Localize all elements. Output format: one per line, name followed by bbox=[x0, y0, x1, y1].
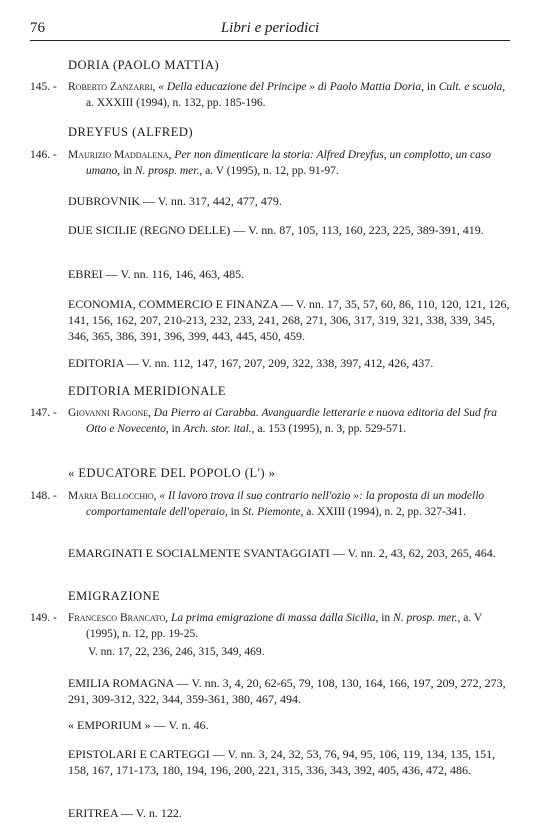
entry-journal: Arch. stor. ital., bbox=[183, 422, 255, 435]
entry-body bbox=[68, 611, 510, 642]
entry-details: a. V (1995), n. 12, pp. 91-97. bbox=[205, 164, 339, 177]
entry-details: a. 153 (1995), n. 3, pp. 529-571. bbox=[257, 422, 407, 435]
bibliography-entry-149 bbox=[30, 611, 510, 642]
entry-journal: St. Piemonte, bbox=[242, 505, 304, 518]
subject-heading-editoria-meridionale: EDITORIA MERIDIONALE bbox=[68, 384, 227, 398]
page-number: 76 bbox=[30, 20, 45, 36]
entry-title: La prima emigrazione di massa dalla Sicilia, bbox=[171, 612, 379, 624]
cross-reference-emarginati: EMARGINATI E SOCIALMENTE SVANTAGGIATI — V. nn. 2, 43, 62, 203, 265, 464. bbox=[68, 546, 496, 560]
cross-reference-economia: ECONOMIA, COMMERCIO E FINANZA — V. nn. 17, 35, 57, 60, 86, 110, 120, 121, 126, 141, 156, 162, 207, 210-213, 232, 233, 241, 268, 271, 306, 317, 319, 321, 338, 339, 345, 346, 365, 386, 391, 396, 399, 443, 445, 450, 459. bbox=[68, 297, 510, 343]
entry-author: Roberto Zanzarri, bbox=[68, 81, 156, 93]
cross-reference-dubrovnik: DUBROVNIK — V. nn. 317, 442, 477, 479. bbox=[68, 194, 282, 208]
cross-reference-eritrea: ERITREA — V. n. 122. bbox=[68, 806, 182, 820]
cross-reference-editoria: EDITORIA — V. nn. 112, 147, 167, 207, 209, 322, 338, 397, 412, 426, 437. bbox=[68, 356, 434, 370]
entry-title: Da Pierro ai Carabba. Avanguardie letterarie e nuova editoria del Sud fra Otto e Novecento, bbox=[86, 407, 498, 435]
entry-body bbox=[68, 489, 510, 520]
entry-number: 146. - bbox=[30, 149, 57, 161]
running-title: Libri e periodici bbox=[220, 20, 320, 36]
entry-in: in bbox=[171, 422, 181, 435]
entry-title: Per non dimenticare la storia: Alfred Dreyfus, un complotto, un caso umano, bbox=[86, 149, 492, 177]
subject-heading-doria: DORIA (PAOLO MATTIA) bbox=[68, 58, 220, 72]
subject-heading-dreyfus: DREYFUS (ALFRED) bbox=[68, 125, 194, 139]
entry-journal: N. prosp. mer., bbox=[393, 612, 461, 624]
page-header bbox=[30, 20, 510, 41]
entry-body bbox=[68, 148, 510, 179]
entry-body bbox=[68, 406, 510, 437]
entry-number: 149. - bbox=[30, 612, 57, 624]
entry-author: Giovanni Ragone, bbox=[68, 407, 151, 419]
entry-details: a. XXXIII (1994), n. 132, pp. 185-196. bbox=[86, 96, 266, 109]
subject-heading-emigrazione: EMIGRAZIONE bbox=[68, 589, 161, 603]
entry-journal: Cult. e scuola, bbox=[438, 81, 506, 93]
entry-details: a. V (1995), n. 12, pp. 19-25. bbox=[86, 612, 482, 640]
entry-in: in bbox=[381, 612, 391, 624]
entry-title: « Della educazione del Principe » di Paolo Mattia Doria, bbox=[158, 81, 424, 93]
entry-number: 147. - bbox=[30, 407, 57, 419]
cross-reference-ebrei: EBREI — V. nn. 116, 146, 463, 485. bbox=[68, 267, 245, 281]
entry-body bbox=[68, 80, 510, 111]
cross-reference-epistolari: EPISTOLARI E CARTEGGI — V. nn. 3, 24, 32, 53, 76, 94, 95, 106, 119, 134, 135, 151, 158, 167, 171-173, 180, 194, 196, 200, 221, 315, 336, 343, 392, 405, 436, 472, 486. bbox=[68, 747, 496, 777]
cross-reference-due-sicilie: DUE SICILIE (REGNO DELLE) — V. nn. 87, 105, 113, 160, 223, 225, 389-391, 419. bbox=[68, 223, 484, 237]
entry-number: 148. - bbox=[30, 490, 57, 502]
cross-reference-emporium: « EMPORIUM » — V. n. 46. bbox=[68, 718, 209, 732]
entry-in: in bbox=[426, 81, 436, 93]
entry-number: 145. - bbox=[30, 81, 57, 93]
entry-author: Maurizio Maddalena, bbox=[68, 149, 172, 161]
entry-details: a. XXIII (1994), n. 2, pp. 327-341. bbox=[306, 505, 466, 518]
bibliography-entry-147 bbox=[30, 406, 510, 437]
bibliography-entry-148 bbox=[30, 489, 510, 520]
entry-author: Francesco Brancato, bbox=[68, 612, 169, 624]
entry-author: Maria Bellocchio, bbox=[68, 490, 157, 502]
bibliography-entry-146 bbox=[30, 148, 510, 179]
bibliography-entry-145 bbox=[30, 80, 510, 111]
entry-in: in bbox=[123, 164, 133, 177]
subject-heading-educatore: « EDUCATORE DEL POPOLO (L') » bbox=[68, 466, 276, 480]
entry-149-see-also: V. nn. 17, 22, 236, 246, 315, 349, 469. bbox=[88, 646, 265, 658]
entry-title: « Il lavoro trova il suo contrario nell'ozio »: la proposta di un modello comportamentale dell'operaio, bbox=[86, 490, 485, 518]
entry-in: in bbox=[230, 505, 240, 518]
entry-journal: N. prosp. mer., bbox=[134, 164, 203, 177]
cross-reference-emilia-romagna: EMILIA ROMAGNA — V. nn. 3, 4, 20, 62-65, 79, 108, 130, 164, 166, 197, 209, 272, 273, 291, 309-312, 322, 344, 359-361, 380, 467, 494. bbox=[68, 676, 506, 706]
